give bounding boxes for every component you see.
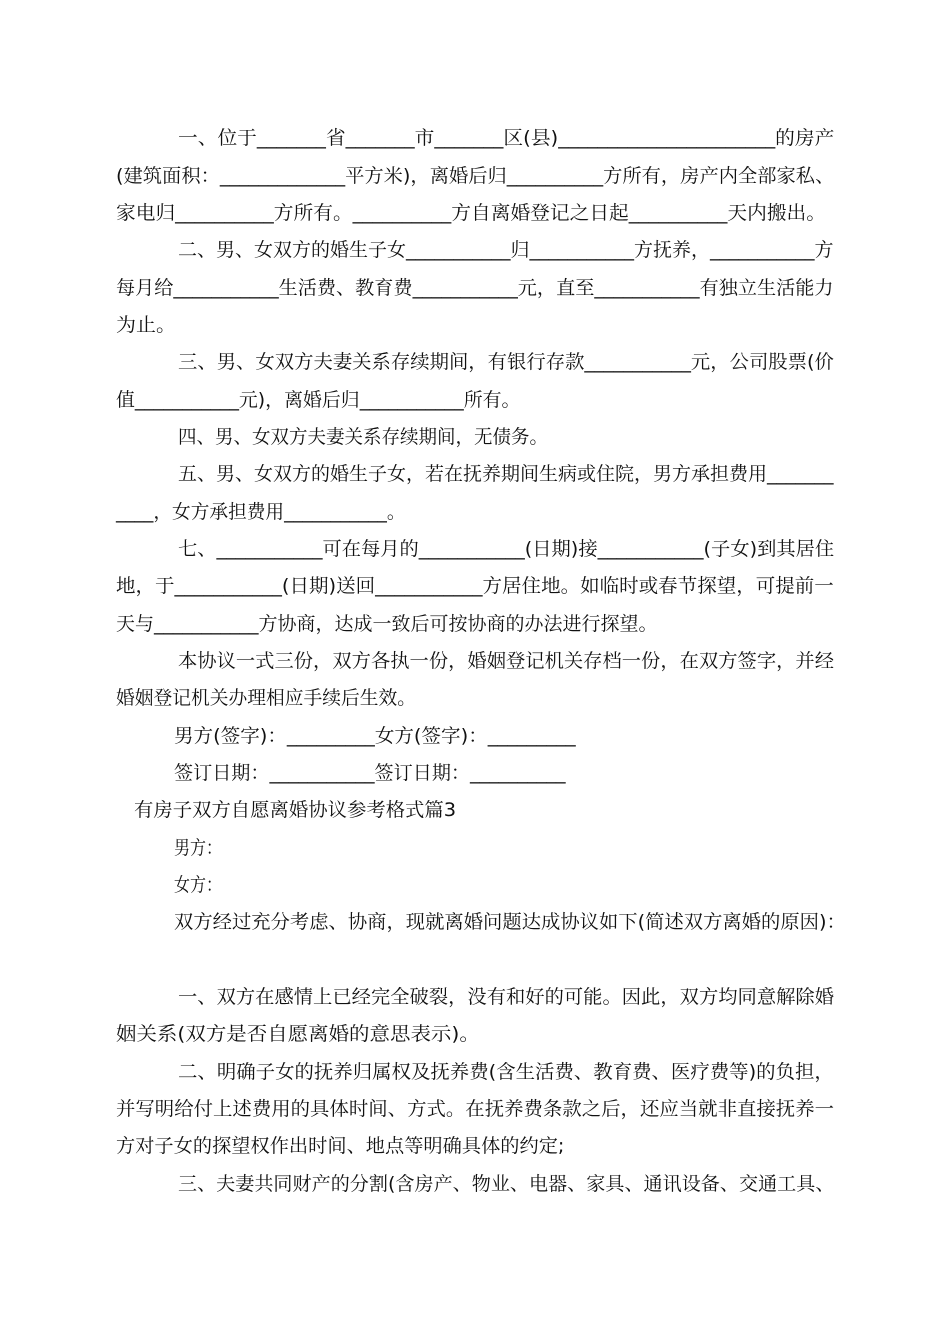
text-line: 一、位于_______省_______市_______区(县)______________________的房产 (178, 127, 835, 149)
text-line: 五、男、女双方的婚生子女，若在抚养期间生病或住院，男方承担费用_______ (178, 463, 834, 485)
text-line: 男方： (174, 837, 223, 859)
text-line: 并写明给付上述费用的具体时间、方式。在抚养费条款之后，还应当就非直接抚养一 (116, 1098, 835, 1120)
text-line: (建筑面积：_____________平方米)，离婚后归__________方所有，房产内全部家私、 (116, 165, 835, 187)
text-line: 七、___________可在每月的___________(日期)接___________(子女)到其居住 (178, 538, 835, 560)
text-line: 签订日期：___________签订日期：__________ (174, 762, 566, 784)
text-line: ____，女方承担费用___________。 (116, 501, 406, 523)
text-line: 二、明确子女的抚养归属权及抚养费(含生活费、教育费、医疗费等)的负担， (178, 1061, 834, 1083)
text-line: 双方经过充分考虑、协商，现就离婚问题达成协议如下(简述双方离婚的原因)： (174, 911, 846, 933)
text-line: 家电归__________方所有。__________方自离婚登记之日起__________天内搬出。 (116, 202, 827, 224)
text-line: 男方(签字)：_________女方(签字)：_________ (174, 725, 576, 747)
text-line: 每月给___________生活费、教育费___________元，直至___________有独立生活能力 (116, 277, 834, 299)
text-line: 为止。 (116, 314, 177, 336)
text-line: 婚姻登记机关办理相应手续后生效。 (116, 687, 417, 709)
text-line: 四、男、女双方夫妻关系存续期间，无债务。 (178, 426, 549, 448)
text-line: 值___________元)，离婚后归___________所有。 (116, 389, 521, 411)
text-line: 三、夫妻共同财产的分割(含房产、物业、电器、家具、通讯设备、交通工具、 (178, 1173, 835, 1195)
text-line: 一、双方在感情上已经完全破裂，没有和好的可能。因此，双方均同意解除婚 (178, 986, 835, 1008)
text-line: 姻关系(双方是否自愿离婚的意思表示)。 (116, 1023, 480, 1045)
section-heading: 有房子双方自愿离婚协议参考格式篇3 (134, 799, 457, 821)
text-line: 天与___________方协商，达成一致后可按协商的办法进行探望。 (116, 613, 658, 635)
text-line: 二、男、女双方的婚生子女___________归___________方抚养，___________方 (178, 239, 834, 261)
text-line: 方对子女的探望权作出时间、地点等明确具体的约定; (116, 1135, 565, 1157)
text-line: 女方： (174, 874, 223, 896)
text-line: 地，于___________(日期)送回___________方居住地。如临时或春节探望，可提前一 (116, 575, 834, 597)
text-line: 三、男、女双方夫妻关系存续期间，有银行存款___________元，公司股票(价 (178, 351, 834, 373)
text-line: 本协议一式三份，双方各执一份，婚姻登记机关存档一份，在双方签字，并经 (178, 650, 835, 672)
